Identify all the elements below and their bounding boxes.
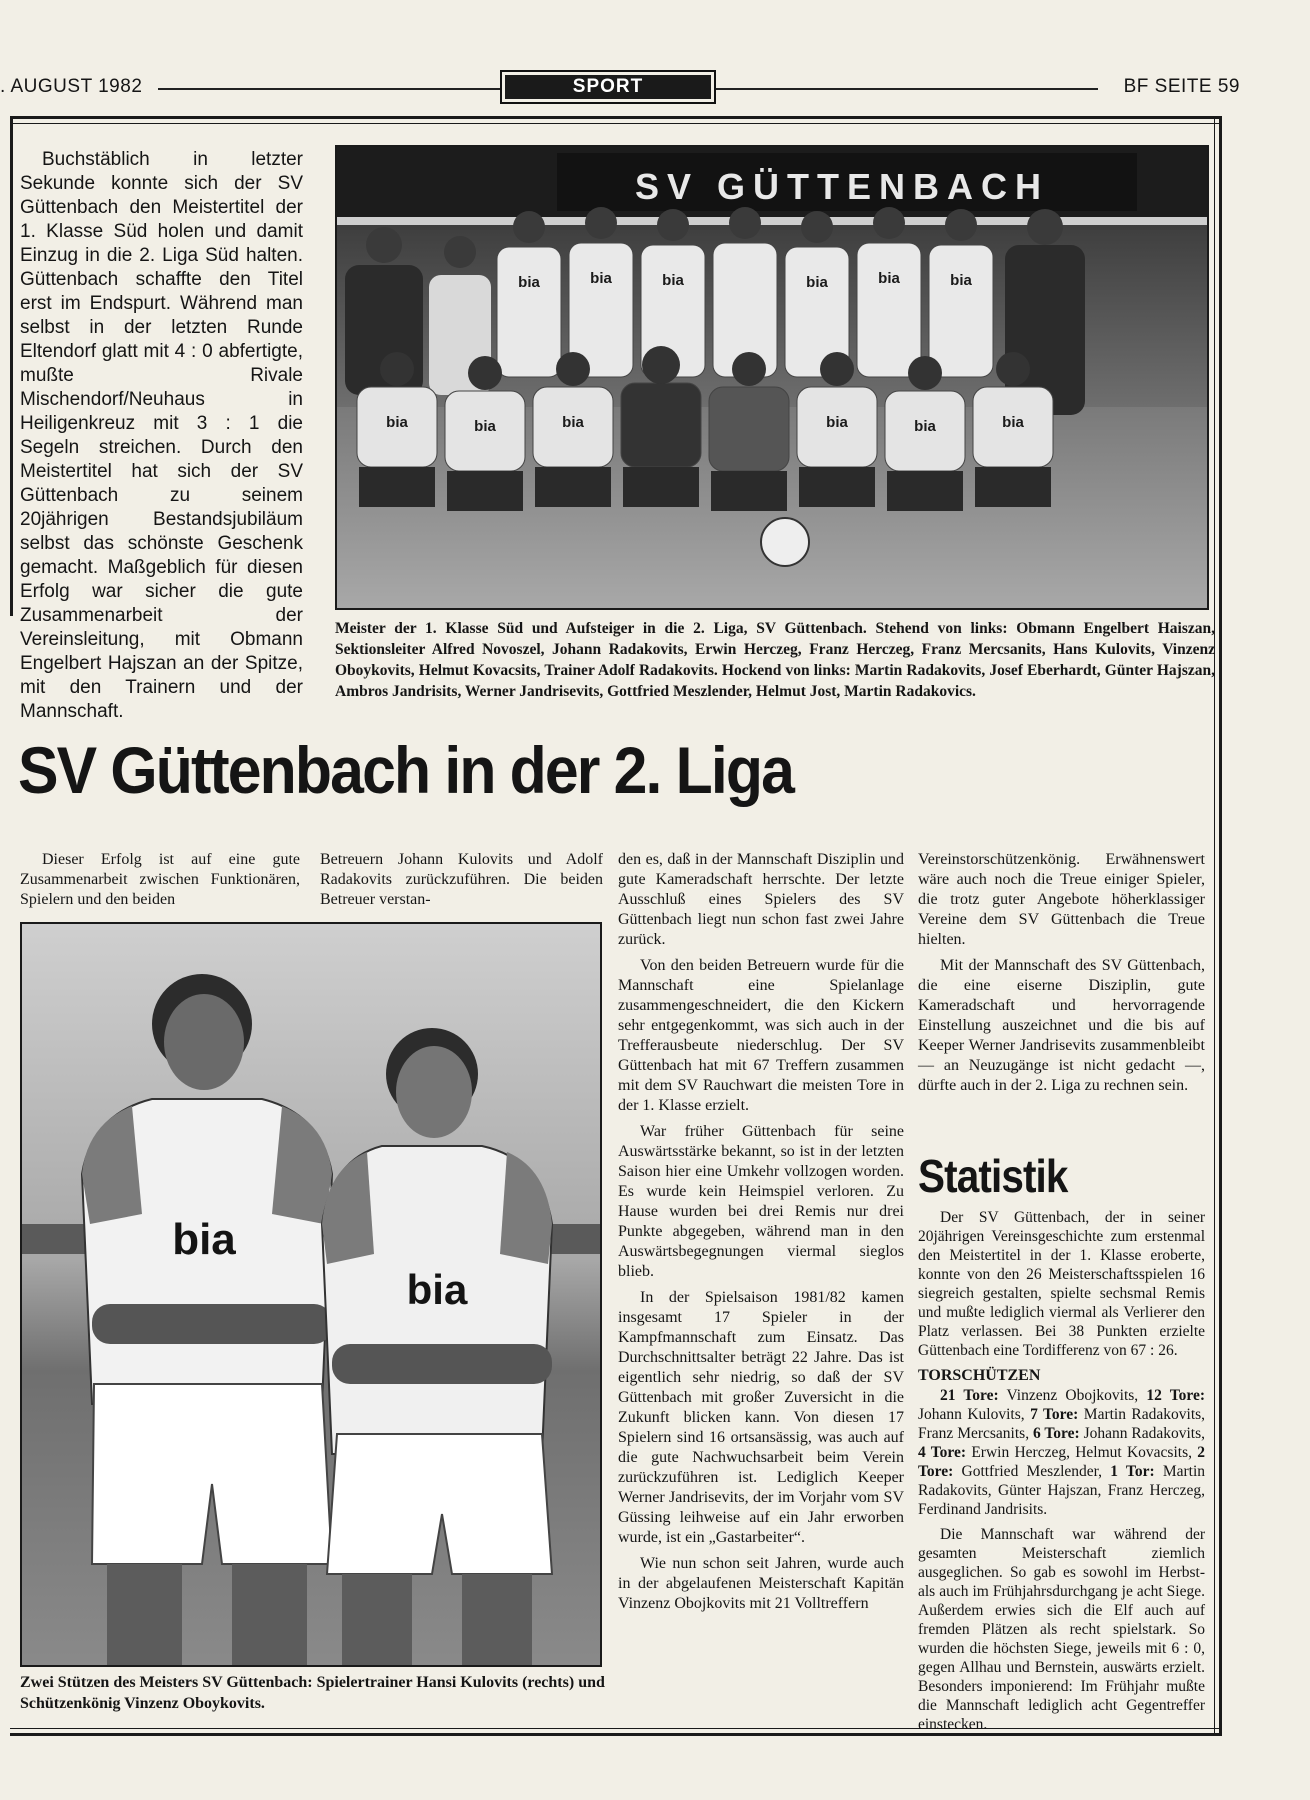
- column-3-paragraph: den es, daß in der Mannschaft Disziplin und gute Kameradschaft herrschte. Der letzte Ausschluß eines Spielers des SV Güttenbach liegt nun schon fast zwei Jahre zurück.: [618, 851, 904, 948]
- statistik-heading: Statistik: [918, 1150, 1068, 1202]
- scorer-names: Johann Radakovits,: [1083, 1425, 1206, 1442]
- football-icon: [761, 518, 809, 566]
- team-shirt-logo: bia: [1002, 414, 1024, 431]
- scorer-count: 21 Tore:: [940, 1387, 999, 1404]
- page-number: BF SEITE 59: [1123, 76, 1240, 97]
- team-shirt-logo: bia: [474, 418, 496, 435]
- scorers-list: [918, 1386, 1205, 1519]
- scorer-count: 2 Tore:: [918, 1444, 1205, 1480]
- column-3: [618, 850, 904, 1620]
- scorer-count: 7 Tore:: [1030, 1406, 1079, 1423]
- players-photo-caption: Zwei Stützen des Meisters SV Güttenbach: Spielertrainer Hansi Kulovits (rechts) und Schützenkönig Vinzenz Oboykovits.: [20, 1674, 605, 1712]
- column-3-paragraph: In der Spielsaison 1981/82 kamen insgesamt 17 Spieler in der Kampfmannschaft zum Einsatz. Das Durchschnittsalter beträgt 22 Jahre. Das ist eigentlich sehr niedrig, so daß der SV Güttenbach mit großer Zuversicht in die Zukunft blicken kann. Von diesen 17 Spielern sind 16 ortsansässig, was auch auf die gute Nachwuchsarbeit beim Verein zurückzuführen ist. Lediglich Keeper Werner Jandrisevits, der im Vorjahr vom SV Güssing leihweise auf ein Jahr erworben wurde, ist ein „Gastarbeiter“.: [618, 1289, 904, 1546]
- column-1: [20, 850, 300, 916]
- scorer-count: 6 Tore:: [1032, 1425, 1080, 1442]
- team-shirt-logo: bia: [914, 418, 936, 435]
- column-2-paragraph: Betreuern Johann Kulovits und Adolf Radakovits zurückzuführen. Die beiden Betreuer verstan-: [320, 851, 603, 908]
- team-shirt-logo: bia: [386, 414, 408, 431]
- issue-date: . AUGUST 1982: [0, 76, 143, 97]
- team-shirt-logo: bia: [878, 270, 900, 287]
- player-shirt-logo: bia: [172, 1215, 236, 1264]
- scorer-names: Erwin Herczeg, Helmut Kovacsits,: [971, 1444, 1192, 1461]
- scorer-count: 1 Tor:: [1110, 1463, 1155, 1480]
- column-3-paragraph: Wie nun schon seit Jahren, wurde auch in der abgelaufenen Meisterschaft Kapitän Vinzenz Obojkovits mit 21 Volltreffern: [618, 1555, 904, 1612]
- column-3-paragraph: Von den beiden Betreuern wurde für die Mannschaft eine Spielanlage zusammengeschneidert, die den Kickern sehr entgegenkommt, was sich auch in der Trefferausbeute niederschlug. Der SV Güttenbach hat mit 67 Treffern zusammen mit dem SV Rauchwart die meisten Tore in der 1. Klasse erzielt.: [618, 957, 904, 1114]
- scorer-names: Gottfried Meszlender,: [961, 1463, 1103, 1480]
- team-shirt-logo: bia: [662, 272, 684, 289]
- header-rule-right: [716, 88, 1098, 90]
- team-shirt-logo: bia: [518, 274, 540, 291]
- team-photo: [335, 145, 1209, 610]
- scorer-names: Martin Radakovits, Günter Hajszan, Franz Herczeg, Ferdinand Jandrisits.: [918, 1463, 1205, 1518]
- team-shirt-logo: bia: [950, 272, 972, 289]
- statistik-body: [918, 1208, 1205, 1740]
- frame-left-rule: [10, 116, 13, 616]
- column-4-paragraph: Mit der Mannschaft des SV Güttenbach, die eine eiserne Disziplin, gute Kameradschaft und hervorragende Einstellung auszeichnet und die bis auf Keeper Werner Jandrisevits zusammenbleibt — an Neuzugänge ist nicht gedacht —, dürfte auch in der 2. Liga zu rechnen sein.: [918, 957, 1205, 1094]
- header-rule-left: [158, 88, 500, 90]
- scorer-names: Johann Kulovits,: [918, 1406, 1025, 1423]
- team-shirt-logo: bia: [562, 414, 584, 431]
- team-shirt-logo: bia: [826, 414, 848, 431]
- statistik-paragraph: Die Mannschaft war während der gesamten Meisterschaft ziemlich ausgeglichen. So gab es sowohl im Herbst- als auch im Frühjahrsdurchgang je acht Siege. Außerdem erwies sich die Elf auch auf fremden Plätzen als recht spielstark. So wurden die höchsten Siege, jeweils mit 6 : 0, gegen Allhau und Bernstein, auswärts erzielt. Besonders imponierend: Im Frühjahr mußte die Mannschaft lediglich acht Gegentreffer einstecken.: [918, 1526, 1205, 1733]
- scorer-count: 12 Tore:: [1146, 1387, 1205, 1404]
- statistik-paragraph: Der SV Güttenbach, der in seiner 20jährigen Vereinsgeschichte zum erstenmal den Meistertitel in der 1. Klasse eroberte, konnte von den 26 Meisterschaftsspielen 16 siegreich gestalten, spielte sechsmal Remis und mußte lediglich viermal als Verlierer den Platz verlassen. Bei 38 Punkten erzielte Güttenbach eine Tordifferenz von 67 : 26.: [918, 1209, 1205, 1359]
- scorer-count: 4 Tore:: [918, 1444, 967, 1461]
- column-4: [918, 850, 1205, 1102]
- scorer-names: Vinzenz Obojkovits,: [1006, 1387, 1139, 1404]
- column-1-paragraph: Dieser Erfolg ist auf eine gute Zusammenarbeit zwischen Funktionären, Spielern und den beiden: [20, 851, 300, 908]
- section-label-box: [500, 70, 716, 104]
- clubhouse-sign: SV GÜTTENBACH: [634, 166, 1050, 207]
- intro-paragraph: Buchstäblich in letzter Sekunde konnte sich der SV Güttenbach den Meistertitel der 1. Klasse Süd holen und damit Einzug in die 2. Liga Süd halten. Güttenbach schaffte den Titel erst im Endspurt. Während man selbst in der letzten Runde Eltendorf glatt mit 4 : 0 abfertigte, mußte Rivale Mischendorf/Neuhaus in Heiligenkreuz mit 3 : 1 die Segeln streichen. Durch den Meistertitel hat sich der SV Güttenbach zu seinem 20jährigen Bestandsjubiläum selbst das schönste Geschenk gemacht. Maßgeblich für diesen Erfolg war sicher die gute Zusammenarbeit der Vereinsleitung, mit Obmann Engelbert Hajszan an der Spitze, mit den Trainern und der Mannschaft.: [20, 149, 303, 722]
- scorer-names: Martin Radakovits, Franz Mercsanits,: [918, 1406, 1206, 1442]
- team-shirt-logo: bia: [590, 270, 612, 287]
- frame-right-rule: [1214, 116, 1222, 1736]
- section-label: SPORT: [505, 75, 711, 99]
- team-photo-caption: Meister der 1. Klasse Süd und Aufsteiger in die 2. Liga, SV Güttenbach. Stehend von links: Obmann Engelbert Haiszan, Sektionsleiter Alfred Novoszel, Johann Radakovits, Erwin Herczeg, Franz Herczeg, Franz Mercsanits, Hans Kulovits, Vinzenz Oboykovits, Helmut Kovacsits, Trainer Adolf Radakovits. Hockend von links: Martin Radakovits, Josef Eberhardt, Günter Hajszan, Ambros Jandrisits, Werner Jandrisevits, Gottfried Meszlender, Helmut Jost, Martin Radakovics.: [335, 620, 1215, 700]
- column-3-paragraph: War früher Güttenbach für seine Auswärtsstärke bekannt, so ist in der letzten Saison hier eine Umkehr vollzogen worden. Es wurde kein Heimspiel verloren. Zu Hause wurden bei drei Remis nur drei Punkte abgegeben, während man in den Auswärtsbegegnungen viermal sieglos blieb.: [618, 1123, 904, 1280]
- page-header: [0, 70, 1240, 106]
- column-2: [320, 850, 603, 916]
- team-shirt-logo: bia: [806, 274, 828, 291]
- frame-top-rule: [10, 116, 1222, 124]
- column-4-paragraph: Vereinstorschützenkönig. Erwähnenswert wäre auch noch die Treue einiger Spieler, die trotz guter Angebote höherklassiger Vereine dem SV Güttenbach die Treue hielten.: [918, 851, 1205, 948]
- player-shirt-logo: bia: [406, 1266, 468, 1313]
- article-headline: SV Güttenbach in der 2. Liga: [18, 733, 794, 807]
- scorers-title: TORSCHÜTZEN: [918, 1367, 1041, 1384]
- players-photo: [20, 922, 602, 1667]
